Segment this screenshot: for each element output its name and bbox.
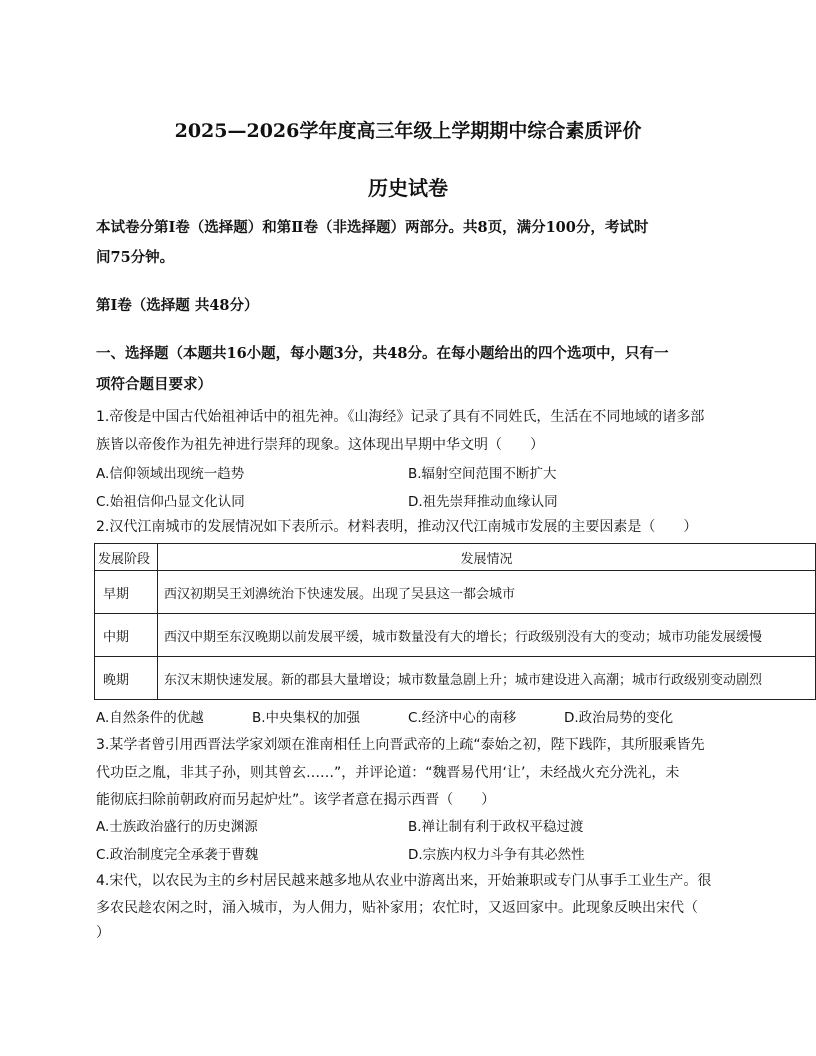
table-header-stage: 发展阶段	[95, 544, 158, 571]
table-header-situation: 发展情况	[158, 544, 816, 571]
table-cell-situation: 东汉末期快速发展。新的郡县大量增设；城市数量急剧上升；城市建设进入高潮；城市行政级别变动剧烈	[158, 657, 816, 700]
question-3-option-d: D.宗族内权力斗争有其必然性	[408, 847, 585, 863]
exam-title: 2025—2026学年度高三年级上学期期中综合素质评价	[174, 120, 642, 142]
question-2-option-a: A.自然条件的优越	[96, 710, 204, 726]
question-2-option-d: D.政治局势的变化	[564, 710, 674, 726]
question-3-option-a: A.士族政治盛行的历史渊源	[96, 819, 258, 835]
question-1-line-1: 1.帝俊是中国古代始祖神话中的祖先神。《山海经》记录了具有不同姓氏，生活在不同地域的诸多部	[96, 409, 705, 425]
question-1-option-b: B.辐射空间范围不断扩大	[408, 466, 557, 482]
question-4-line-3: ）	[96, 925, 110, 941]
question-3-option-b: B.禅让制有利于政权平稳过渡	[408, 819, 584, 835]
table-row	[95, 571, 816, 614]
intro-line-1: 本试卷分第Ⅰ卷（选择题）和第Ⅱ卷（非选择题）两部分。共8页，满分100分，考试时	[96, 219, 649, 236]
question-4-line-2: 多农民趁农闲之时，涌入城市，为人佣力，贴补家用；农忙时，又返回家中。此现象反映出宋代（	[96, 900, 698, 916]
section1-line-2: 项符合题目要求）	[96, 376, 212, 393]
section1-line-1: 一、选择题（本题共16小题，每小题3分，共48分。在每小题给出的四个选项中，只有一	[96, 345, 669, 362]
table-cell-situation: 西汉中期至东汉晚期以前发展平缓，城市数量没有大的增长；行政级别没有大的变动；城市功能发展缓慢	[158, 614, 816, 657]
question-2-line-1: 2.汉代江南城市的发展情况如下表所示。材料表明，推动汉代江南城市发展的主要因素是（ ）	[96, 519, 698, 535]
part1-heading: 第Ⅰ卷（选择题 共48分）	[96, 297, 259, 314]
question-3-line-3: 能彻底扫除前朝政府而另起炉灶”。该学者意在揭示西晋（ ）	[96, 792, 496, 808]
question-3-line-1: 3.某学者曾引用西晋法学家刘颂在淮南相任上向晋武帝的上疏“泰始之初，陛下践阼，其所服乘皆先	[96, 737, 705, 753]
question-1-option-c: C.始祖信仰凸显文化认同	[96, 494, 245, 510]
question-3-option-c: C.政治制度完全承袭于曹魏	[96, 847, 259, 863]
table-header-row	[95, 544, 816, 571]
question-4-line-1: 4.宋代，以农民为主的乡村居民越来越多地从农业中游离出来，开始兼职或专门从事手工业生产。很	[96, 873, 712, 889]
intro-line-2: 间75分钟。	[96, 249, 175, 266]
question-2-option-c: C.经济中心的南移	[408, 710, 517, 726]
question-1-option-a: A.信仰领域出现统一趋势	[96, 466, 245, 482]
table-row	[95, 614, 816, 657]
question-3-line-2: 代功臣之胤，非其子孙，则其曾玄……”，并评论道：“魏晋易代用‘让’，未经战火充分洗礼，未	[96, 765, 680, 781]
table-cell-stage: 中期	[95, 614, 158, 657]
table-cell-stage: 晚期	[95, 657, 158, 700]
question-1-line-2: 族皆以帝俊作为祖先神进行崇拜的现象。这体现出早期中华文明（ ）	[96, 437, 544, 453]
question-2-option-b: B.中央集权的加强	[252, 710, 361, 726]
table-cell-stage: 早期	[95, 571, 158, 614]
table-row	[95, 657, 816, 700]
table-cell-situation: 西汉初期吴王刘濞统治下快速发展。出现了吴县这一都会城市	[158, 571, 816, 614]
city-development-table	[94, 543, 816, 700]
question-1-option-d: D.祖先崇拜推动血缘认同	[408, 494, 558, 510]
subject-title: 历史试卷	[368, 176, 448, 200]
